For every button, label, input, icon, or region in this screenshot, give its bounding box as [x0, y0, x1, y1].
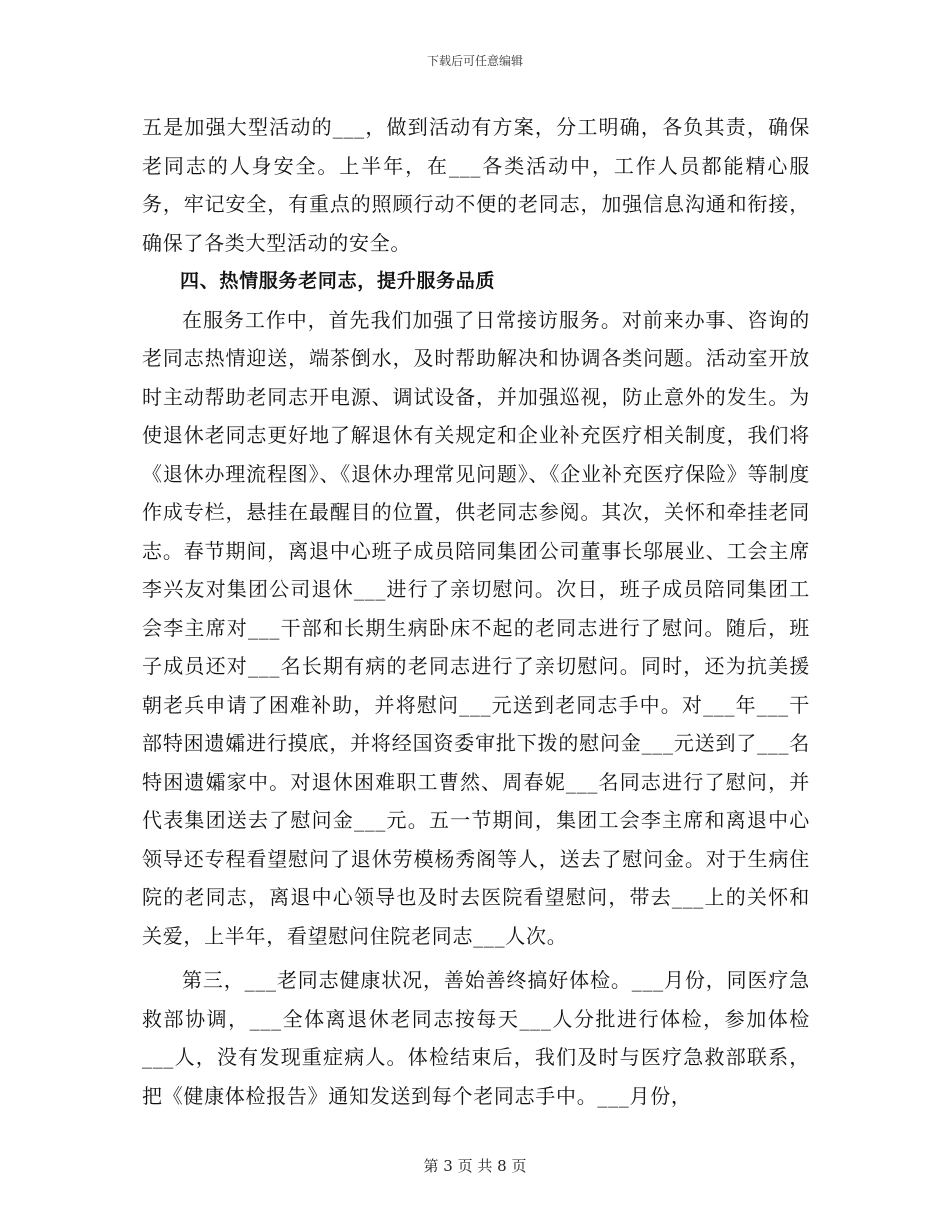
paragraph-health-checkup: 第三，___老同志健康状况，善始善终搞好体检。___月份，同医疗急救部协调，___全体离退休老同志按每天___人分批进行体检，参加体检___人，没有发现重症病人。体检结束后，我们及时与医疗急救部联系，把《健康体检报告》通知发送到每个老同志手中。___月份，	[142, 968, 810, 1108]
page-number: 第 3 页 共 8 页	[423, 1157, 527, 1175]
page-header-note: 下载后可任意编辑	[426, 54, 523, 68]
section-heading: 四、热情服务老同志，提升服务品质	[180, 270, 496, 292]
document-body	[142, 108, 810, 1115]
paragraph-activities-safety: 五是加强大型活动的___，做到活动有方案，分工明确，各负其责，确保老同志的人身安全。上半年，在___各类活动中，工作人员都能精心服务，牢记安全，有重点的照顾行动不便的老同志，加强信息沟通和衔接，确保了各类大型活动的安全。	[142, 115, 810, 255]
paragraph-service-work: 在服务工作中，首先我们加强了日常接访服务。对前来办事、咨询的老同志热情迎送，端茶倒水，及时帮助解决和协调各类问题。活动室开放时主动帮助老同志开电源、调试设备，并加强巡视，防止意外的发生。为使退休老同志更好地了解退休有关规定和企业补充医疗相关制度，我们将《退休办理流程图》、《退休办理常见问题》、《企业补充医疗保险》等制度作成专栏，悬挂在最醒目的位置，供老同志参阅。其次，关怀和牵挂老同志。春节期间，离退中心班子成员陪同集团公司董事长邬展业、工会主席李兴友对集团公司退休___进行了亲切慰问。次日，班子成员陪同集团工会李主席对___干部和长期生病卧床不起的老同志进行了慰问。随后，班子成员还对___名长期有病的老同志进行了亲切慰问。同时，还为抗美援朝老兵申请了困难补助，并将慰问___元送到老同志手中。对___年___干部特困遗孀进行摸底，并将经国资委审批下拨的慰问金___元送到了___名特困遗孀家中。对退休困难职工曹然、周春妮___名同志进行了慰问，并代表集团送去了慰问金___元。五一节期间，集团工会李主席和离退中心领导还专程看望慰问了退休劳模杨秀阁等人，送去了慰问金。对于生病住院的老同志，离退中心领导也及时去医院看望慰问，带去___上的关怀和关爱，上半年，看望慰问住院老同志___人次。	[142, 307, 810, 948]
